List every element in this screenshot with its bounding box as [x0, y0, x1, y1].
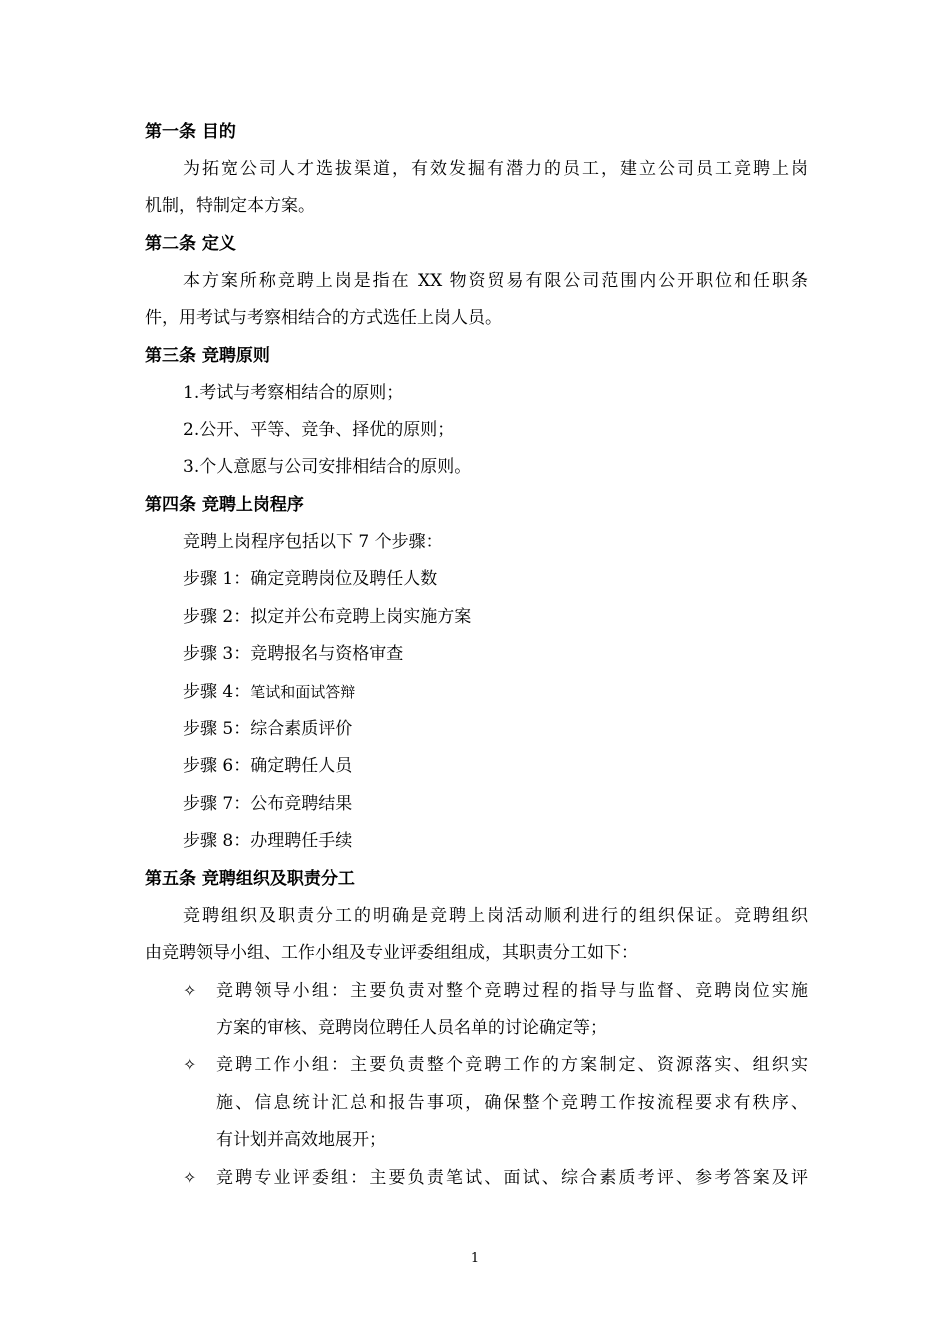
- section-4-heading: 第四条 竞聘上岗程序: [145, 495, 304, 515]
- step-text: 确定竞聘岗位及聘任人数: [250, 569, 438, 589]
- bullet-diamond-icon: ✧: [183, 1168, 197, 1187]
- principle-item: 3.个人意愿与公司安排相结合的原则。: [183, 457, 472, 477]
- step-item: [183, 830, 352, 852]
- step-label: 步骤 3：: [183, 644, 251, 664]
- bullet-1-line-2: 方案的审核、竞聘岗位聘任人员名单的讨论确定等；: [216, 1018, 607, 1038]
- step-item: [183, 718, 352, 740]
- section-1-para-line-2: 机制，特制定本方案。: [145, 196, 315, 216]
- step-item: [183, 606, 471, 628]
- principle-item: 2.公开、平等、竞争、择优的原则；: [183, 420, 455, 440]
- step-text: 综合素质评价: [250, 719, 353, 739]
- step-text: 竞聘报名与资格审查: [250, 644, 404, 664]
- section-2-para-line-1: 本方案所称竞聘上岗是指在 XX 物资贸易有限公司范围内公开职位和任职条: [183, 271, 808, 291]
- section-5-para-line-2: 由竞聘领导小组、工作小组及专业评委组组成，其职责分工如下：: [145, 943, 638, 963]
- step-item: [183, 568, 437, 590]
- section-2-heading: 第二条 定义: [145, 234, 236, 254]
- step-text: 确定聘任人员: [250, 756, 353, 776]
- step-text: 办理聘任手续: [250, 831, 353, 851]
- section-4-intro: 竞聘上岗程序包括以下 7 个步骤：: [183, 532, 443, 552]
- step-item: [183, 793, 352, 815]
- bullet-2-line-2: 施、信息统计汇总和报告事项，确保整个竞聘工作按流程要求有秩序、: [216, 1093, 808, 1113]
- step-label: 步骤 4：: [183, 682, 251, 702]
- section-1-para-line-1: 为拓宽公司人才选拔渠道，有效发掘有潜力的员工，建立公司员工竞聘上岗: [183, 159, 808, 179]
- page-number: 1: [470, 1251, 480, 1266]
- bullet-diamond-icon: ✧: [183, 1055, 197, 1074]
- step-text: 笔试和面试答辩: [250, 683, 356, 701]
- step-item: [183, 755, 352, 777]
- step-item: [183, 643, 403, 665]
- section-2-para-line-2: 件，用考试与考察相结合的方式选任上岗人员。: [145, 308, 502, 328]
- principle-item: 1.考试与考察相结合的原则；: [183, 383, 404, 403]
- bullet-2-line-3: 有计划并高效地展开；: [216, 1130, 386, 1150]
- step-label: 步骤 8：: [183, 831, 251, 851]
- bullet-1-line-1: 竞聘领导小组：主要负责对整个竞聘过程的指导与监督、竞聘岗位实施: [216, 981, 808, 1001]
- section-5-para-line-1: 竞聘组织及职责分工的明确是竞聘上岗活动顺利进行的组织保证。竞聘组织: [183, 906, 808, 926]
- section-3-heading: 第三条 竞聘原则: [145, 346, 270, 366]
- bullet-3-line-1: 竞聘专业评委组：主要负责笔试、面试、综合素质考评、参考答案及评: [216, 1168, 808, 1188]
- bullet-diamond-icon: ✧: [183, 981, 197, 1000]
- step-label: 步骤 5：: [183, 719, 251, 739]
- section-5-heading: 第五条 竞聘组织及职责分工: [145, 869, 355, 889]
- step-label: 步骤 1：: [183, 569, 251, 589]
- section-1-heading: 第一条 目的: [145, 122, 236, 142]
- step-item: [183, 681, 355, 703]
- step-text: 公布竞聘结果: [250, 794, 353, 814]
- step-text: 拟定并公布竞聘上岗实施方案: [250, 607, 472, 627]
- step-label: 步骤 6：: [183, 756, 251, 776]
- step-label: 步骤 7：: [183, 794, 251, 814]
- step-label: 步骤 2：: [183, 607, 251, 627]
- bullet-2-line-1: 竞聘工作小组：主要负责整个竞聘工作的方案制定、资源落实、组织实: [216, 1055, 808, 1075]
